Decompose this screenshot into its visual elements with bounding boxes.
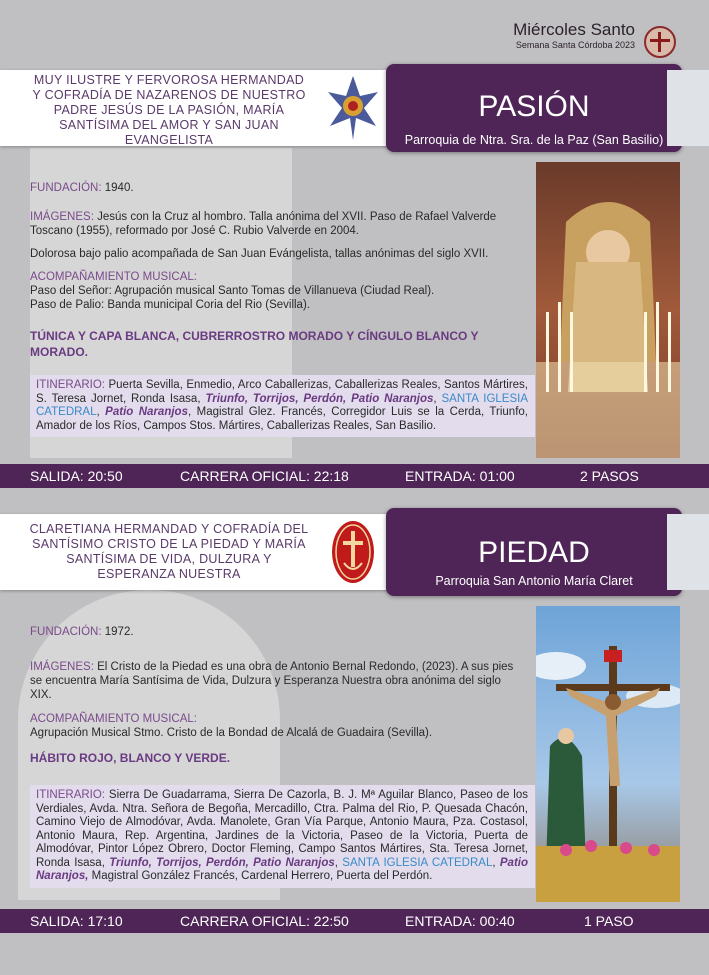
parish-name: Parroquia San Antonio María Claret: [435, 574, 633, 588]
title-side-strip: [667, 70, 709, 146]
images-extra: Dolorosa bajo palio acompañada de San Juan Evángelista, tallas anónimas del siglo XVII.: [30, 248, 489, 260]
itinerary-box: [30, 785, 535, 888]
brotherhood-name-box: [0, 70, 404, 146]
habit-description: HÁBITO ROJO, BLANCO Y VERDE.: [30, 751, 231, 765]
itinerary-part: Triunfo, Torrijos, Perdón, Patio Naranjos: [205, 392, 434, 405]
itinerary-part: Patio Naranjos: [105, 406, 188, 418]
brotherhood-short-name: PIEDAD: [478, 536, 590, 569]
itinerary-part: , Magistral Glez. Francés, Corregidor Luis se la Cerda, Triunfo, Amador de los Ríos, Campos Stos. Mártires, Caballerizas Reales, San Basilio.: [36, 406, 528, 432]
brotherhood-full-name: CLARETIANA HERMANDAD Y COFRADÍA DEL SANTÍSIMO CRISTO DE LA PIEDAD Y MARÍA SANTÍSIMA DE VIDA, DULZURA Y ESPERANZA NUESTRA: [29, 522, 309, 581]
images-text: El Cristo de la Piedad es una obra de Antonio Bernal Redondo, (2023). A sus pies se encuentra María Santísima de Vida, Dulzura y Esperanza Nuestra obra anónima del siglo XIX.: [30, 661, 514, 701]
itinerary-part: SANTA IGLESIA CATEDRAL: [342, 856, 493, 869]
itinerary-part: SANTA IGLESIA CATEDRAL: [36, 392, 528, 418]
itinerary-label: ITINERARIO:: [36, 789, 106, 801]
page-header: [513, 20, 635, 50]
brotherhood-shield-icon: [330, 519, 376, 585]
music-line: Agrupación Musical Stmo. Cristo de la Bondad de Alcalá de Guadaira (Sevilla).: [30, 727, 433, 739]
parish-name: Parroquia de Ntra. Sra. de la Paz (San Basilio): [404, 133, 664, 147]
images-description: [30, 660, 520, 702]
schedule-bar: [0, 464, 709, 488]
carrera-oficial-time: CARRERA OFICIAL: 22:18: [180, 468, 349, 484]
itinerary-part: Patio Naranjos,: [36, 856, 529, 882]
itinerary-label: ITINERARIO:: [36, 379, 106, 391]
procession-photo: [536, 162, 680, 458]
music-block: [30, 712, 520, 740]
music-label: ACOMPAÑAMIENTO MUSICAL:: [30, 713, 197, 725]
habit-description: TÚNICA Y CAPA BLANCA, CUBRERROSTRO MORADO Y CÍNGULO BLANCO Y MORADO.: [30, 329, 479, 359]
foundation-value: 1940.: [104, 182, 134, 194]
pasos-count: 1 PASO: [584, 913, 634, 929]
music-line: Paso de Palio: Banda municipal Coria del Rio (Sevilla).: [30, 299, 310, 311]
itinerary-part: Magistral González Francés, Cardenal Herrero, Puerta del Perdón.: [88, 870, 433, 882]
foundation: [30, 181, 134, 195]
itinerary-part: Puerta Sevilla, Enmedio, Arco Caballerizas, Caballerizas Reales, Santos Mártires, S. Teresa Jornet, Ronda Isasa,: [36, 379, 528, 405]
entrada-time: ENTRADA: 00:40: [405, 913, 515, 929]
brotherhood-short-name: PASIÓN: [478, 90, 590, 123]
images-label: IMÁGENES:: [30, 661, 94, 673]
itinerary-part: ,: [492, 856, 500, 869]
title-side-strip: [667, 514, 709, 590]
foundation-label: FUNDACIÓN:: [30, 182, 102, 194]
salida-time: SALIDA: 20:50: [30, 468, 123, 484]
entrada-time: ENTRADA: 01:00: [405, 468, 515, 484]
header-day: Miércoles Santo: [513, 20, 635, 39]
itinerary-part: ,: [96, 406, 106, 418]
itinerary-part: Sierra De Guadarrama, Sierra De Cazorla, B. J. Mª Aguilar Blanco, Paseo de los Verdiales, Avda. Ntra. Señora de Begoña, Mercadillo, Ctra. Palma del Rio, P. Quesada Chacón, Camino Viejo de Almodóvar, Avda. Manolete, Gran Vía Parque, Antonio Maura, Pza. Costasol, Antonio Maura, Rep. Argentina, Jardines de la Victoria, Paseo de la Victoria, Puerta de Almodóvar, Pintor López Obrero, Doctor Fleming, Campo Santos Mártires, Sta. Teresa Jornet, Ronda Isasa,: [36, 789, 528, 869]
brotherhood-name-box: [0, 514, 404, 590]
foundation-value: 1972.: [104, 626, 134, 638]
itinerary-box: [30, 375, 535, 437]
music-label: ACOMPAÑAMIENTO MUSICAL:: [30, 271, 197, 283]
schedule-bar: [0, 909, 709, 933]
itinerary-part: ,: [334, 856, 343, 869]
images-description: [30, 210, 520, 238]
carrera-oficial-time: CARRERA OFICIAL: 22:50: [180, 913, 349, 929]
itinerary-part: ,: [433, 392, 442, 405]
salida-time: SALIDA: 17:10: [30, 913, 123, 929]
images-text: Jesús con la Cruz al hombro. Talla anónima del XVII. Paso de Rafael Valverde Toscano (1955), reformado por José C. Rubio Valverde en 2004.: [30, 211, 497, 237]
brotherhood-full-name: MUY ILUSTRE Y FERVOROSA HERMANDAD Y COFRADÍA DE NAZARENOS DE NUESTRO PADRE JESÚS DE LA PASIÓN, MARÍA SANTÍSIMA DEL AMOR Y SAN JUAN EVANGELISTA: [32, 73, 306, 147]
brotherhood-shield-icon: [326, 74, 380, 142]
music-block: [30, 270, 520, 312]
procession-photo: [536, 606, 680, 902]
foundation-label: FUNDACIÓN:: [30, 626, 102, 638]
images-label: IMÁGENES:: [30, 211, 94, 223]
brotherhood-title-box: [386, 508, 682, 596]
header-subtitle: Semana Santa Córdoba 2023: [515, 40, 635, 50]
itinerary-part: Triunfo, Torrijos, Perdón, Patio Naranjos: [109, 856, 335, 869]
pasos-count: 2 PASOS: [580, 468, 639, 484]
foundation: [30, 625, 134, 639]
music-line: Paso del Señor: Agrupación musical Santo Tomas de Villanueva (Ciudad Real).: [30, 285, 435, 297]
cross-emblem-icon: [644, 26, 676, 58]
brotherhood-title-box: [386, 64, 682, 152]
